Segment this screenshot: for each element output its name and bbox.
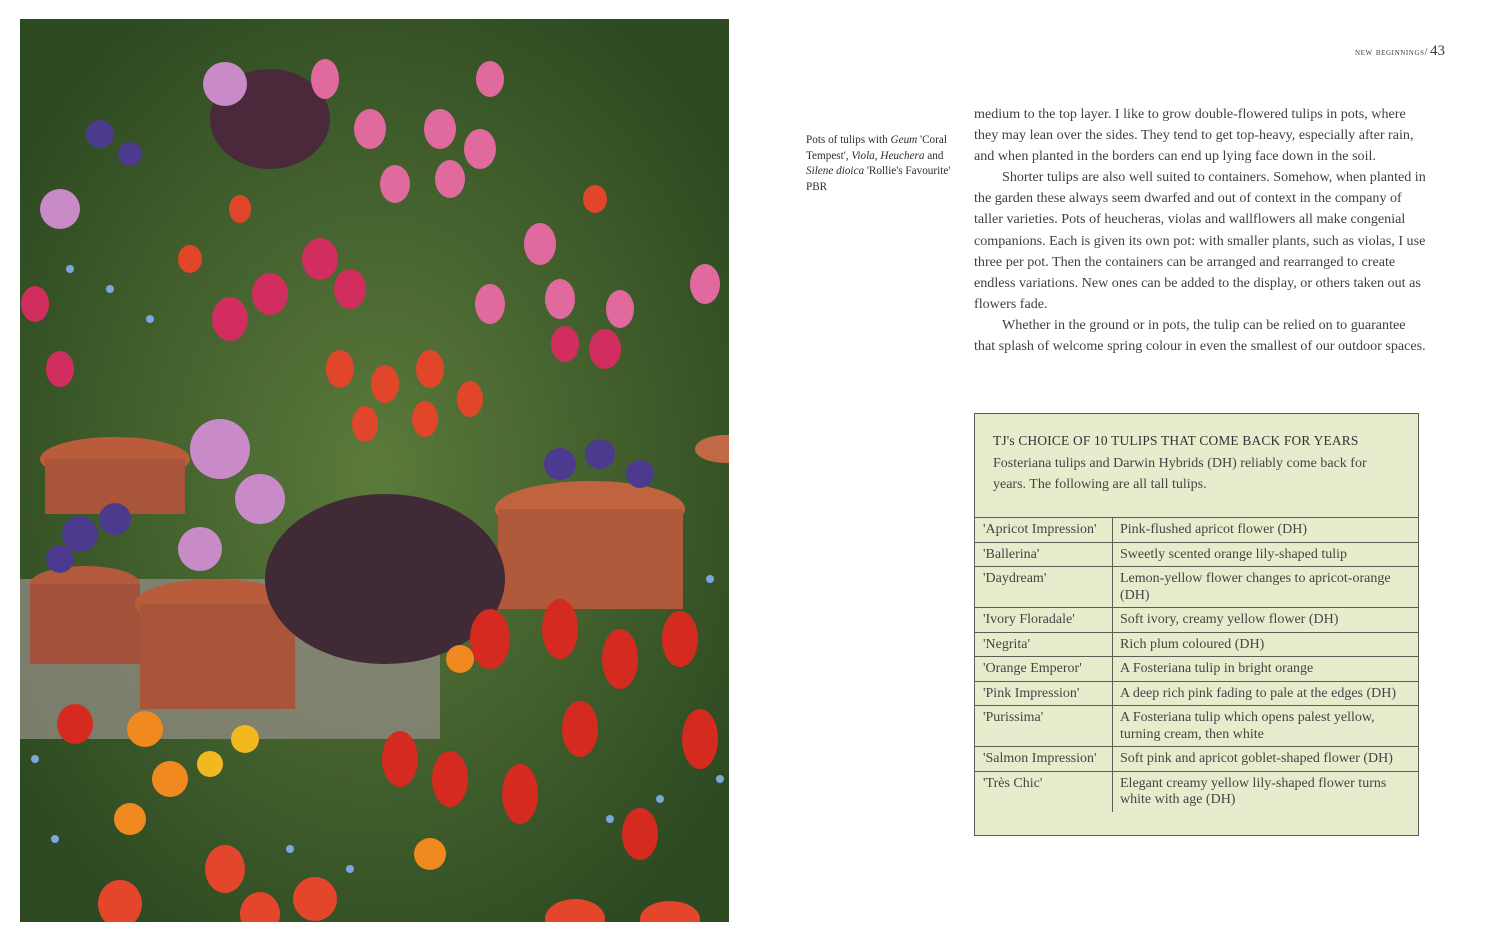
table-row xyxy=(975,542,1418,567)
tulip-description: A Fosteriana tulip in bright orange xyxy=(1113,657,1419,682)
body-paragraph: Whether in the ground or in pots, the tulip can be relied on to guarantee that splash of welcome spring colour in even the smallest of our outdoor spaces. xyxy=(974,316,1426,355)
tulip-description: Soft pink and apricot goblet-shaped flower (DH) xyxy=(1113,747,1419,772)
caption-text: and xyxy=(924,149,944,162)
tulip-description: Soft ivory, creamy yellow flower (DH) xyxy=(1113,608,1419,633)
caption-italic: Viola xyxy=(851,149,875,162)
caption-italic: Heuchera xyxy=(880,149,925,162)
tulip-name: 'Orange Emperor' xyxy=(975,657,1113,682)
tulip-name: 'Salmon Impression' xyxy=(975,747,1113,772)
tulip-name: 'Ballerina' xyxy=(975,542,1113,567)
caption-text: Pots of tulips with xyxy=(806,134,891,146)
tulip-table xyxy=(975,518,1418,812)
tulip-description: Pink-flushed apricot flower (DH) xyxy=(1113,518,1419,542)
body-paragraph: Shorter tulips are also well suited to containers. Somehow, when planted in the garden these always seem dwarfed and out of context in the company of taller varieties. Pots of heucheras, violas and wallflowers all make congenial companions. Each is given its own pot: with smaller plants, such as violas, I use three per pot. Then the containers can be arranged and rearranged to create endless variations. New ones can be added to the display, or others taken out as flowers fade. xyxy=(974,169,1426,312)
caption-text: 'Rollie's Favourite' PBR xyxy=(806,165,951,193)
table-row xyxy=(975,681,1418,706)
tulip-name: 'Pink Impression' xyxy=(975,681,1113,706)
running-head xyxy=(1300,42,1445,60)
box-header xyxy=(975,414,1418,518)
tulip-description: A deep rich pink fading to pale at the edges (DH) xyxy=(1113,681,1419,706)
caption-italic: Silene dioica xyxy=(806,165,865,177)
table-row xyxy=(975,771,1418,812)
tulip-description: A Fosteriana tulip which opens palest yellow, turning cream, then white xyxy=(1113,706,1419,747)
page-number: 43 xyxy=(1430,43,1445,59)
box-title: TJ's CHOICE OF 10 TULIPS THAT COME BACK FOR YEARS xyxy=(993,433,1359,448)
tulip-name: 'Ivory Floradale' xyxy=(975,608,1113,633)
tulip-description: Sweetly scented orange lily-shaped tulip xyxy=(1113,542,1419,567)
tulip-name: 'Apricot Impression' xyxy=(975,518,1113,542)
table-row xyxy=(975,706,1418,747)
tulip-description: Lemon-yellow flower changes to apricot-orange (DH) xyxy=(1113,567,1419,608)
table-row xyxy=(975,518,1418,542)
caption-text: , xyxy=(874,149,881,162)
tulip-photo xyxy=(20,19,729,922)
body-text xyxy=(974,104,1426,357)
tulip-name: 'Très Chic' xyxy=(975,771,1113,812)
box-intro: Fosteriana tulips and Darwin Hybrids (DH) reliably come back for years. The following are all tall tulips. xyxy=(993,456,1367,492)
tulip-choice-box xyxy=(974,413,1419,836)
photo-caption xyxy=(806,133,956,195)
caption-italic: Geum xyxy=(890,134,918,146)
table-row xyxy=(975,632,1418,657)
tulip-description: Elegant creamy yellow lily-shaped flower turns white with age (DH) xyxy=(1120,775,1387,807)
body-paragraph: medium to the top layer. I like to grow double-flowered tulips in pots, where they may lean over the sides. They tend to get top-heavy, especially after rain, and when planted in the borders can end up lying face down in the soil. xyxy=(974,106,1414,165)
tulip-description: Rich plum coloured (DH) xyxy=(1113,632,1419,657)
table-row xyxy=(975,608,1418,633)
caption-text: 'Coral Tempest', xyxy=(806,134,947,162)
table-row xyxy=(975,747,1418,772)
tulip-name: 'Negrita' xyxy=(975,632,1113,657)
table-row xyxy=(975,657,1418,682)
table-row xyxy=(975,567,1418,608)
tulip-name: 'Purissima' xyxy=(975,706,1113,747)
flower-illustration-icon xyxy=(20,19,729,922)
chapter-title: new beginnings/ xyxy=(1355,47,1428,58)
tulip-name: 'Daydream' xyxy=(975,567,1113,608)
